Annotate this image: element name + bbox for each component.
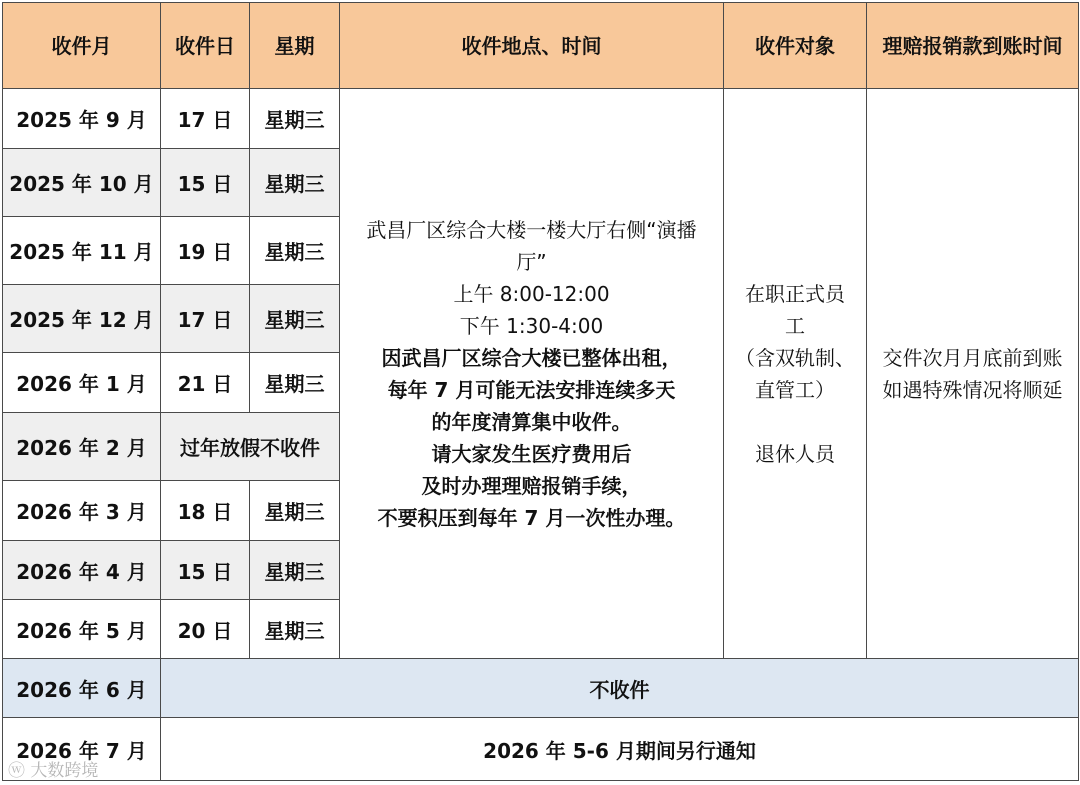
weekday-cell: 星期三 — [250, 600, 340, 659]
july-row — [3, 718, 1079, 781]
payout-line: 如遇特殊情况将顺延 — [882, 377, 1063, 402]
header-month: 收件月 — [3, 3, 161, 89]
weekday-cell: 星期三 — [250, 149, 340, 217]
month-cell: 2026 年 3 月 — [3, 481, 161, 541]
month-cell: 2026 年 7 月 — [3, 718, 161, 781]
no-collection-cell: 不收件 — [161, 659, 1079, 718]
day-cell: 15 日 — [161, 149, 250, 217]
notice-line: 因武昌厂区综合大楼已整体出租， — [381, 345, 682, 370]
weekday-cell: 星期三 — [250, 481, 340, 541]
target-line: 退休人员 — [755, 441, 835, 466]
day-cell: 18 日 — [161, 481, 250, 541]
notice-cell: 2026 年 5-6 月期间另行通知 — [161, 718, 1079, 781]
target-line: （含双轨制、直管工） — [735, 345, 855, 402]
header-target: 收件对象 — [724, 3, 867, 89]
day-cell: 19 日 — [161, 217, 250, 285]
payout-cell — [867, 89, 1079, 659]
notice-line: 的年度清算集中收件。 — [431, 409, 632, 434]
june-row — [3, 659, 1079, 718]
notice-line: 每年 7 月可能无法安排连续多天 — [387, 377, 676, 402]
collection-schedule-table — [2, 2, 1079, 781]
month-cell: 2025 年 9 月 — [3, 89, 161, 149]
notice-line: 请大家发生医疗费用后 — [431, 441, 632, 466]
month-cell: 2025 年 10 月 — [3, 149, 161, 217]
month-cell: 2025 年 12 月 — [3, 285, 161, 353]
month-cell: 2026 年 1 月 — [3, 353, 161, 413]
day-cell: 17 日 — [161, 89, 250, 149]
weekday-cell: 星期三 — [250, 541, 340, 600]
location-pm: 下午 1:30-4:00 — [459, 313, 604, 338]
table-row — [3, 89, 1079, 149]
month-cell: 2026 年 2 月 — [3, 413, 161, 481]
weibo-icon: ⓦ — [8, 761, 25, 781]
header-location: 收件地点、时间 — [340, 3, 724, 89]
watermark-logo — [8, 756, 98, 781]
weekday-cell: 星期三 — [250, 89, 340, 149]
location-place: 武昌厂区综合大楼一楼大厅右侧“演播厅” — [366, 217, 697, 274]
month-cell: 2026 年 5 月 — [3, 600, 161, 659]
notice-line: 不要积压到每年 7 月一次性办理。 — [377, 505, 686, 530]
location-am: 上午 8:00-12:00 — [453, 281, 610, 306]
payout-line: 交件次月月底前到账 — [882, 345, 1063, 370]
target-cell — [724, 89, 867, 659]
location-cell — [340, 89, 724, 659]
target-line: 在职正式员工 — [745, 281, 845, 338]
day-cell: 15 日 — [161, 541, 250, 600]
weekday-cell: 星期三 — [250, 353, 340, 413]
header-weekday: 星期 — [250, 3, 340, 89]
header-row — [3, 3, 1079, 89]
month-cell: 2026 年 6 月 — [3, 659, 161, 718]
day-cell: 21 日 — [161, 353, 250, 413]
month-cell: 2026 年 4 月 — [3, 541, 161, 600]
header-day: 收件日 — [161, 3, 250, 89]
watermark-text: 大数跨境 — [30, 761, 99, 781]
month-cell: 2025 年 11 月 — [3, 217, 161, 285]
notice-line: 及时办理理赔报销手续， — [421, 473, 642, 498]
header-payout: 理赔报销款到账时间 — [867, 3, 1079, 89]
weekday-cell: 星期三 — [250, 217, 340, 285]
day-cell: 20 日 — [161, 600, 250, 659]
holiday-cell: 过年放假不收件 — [161, 413, 340, 481]
day-cell: 17 日 — [161, 285, 250, 353]
weekday-cell: 星期三 — [250, 285, 340, 353]
